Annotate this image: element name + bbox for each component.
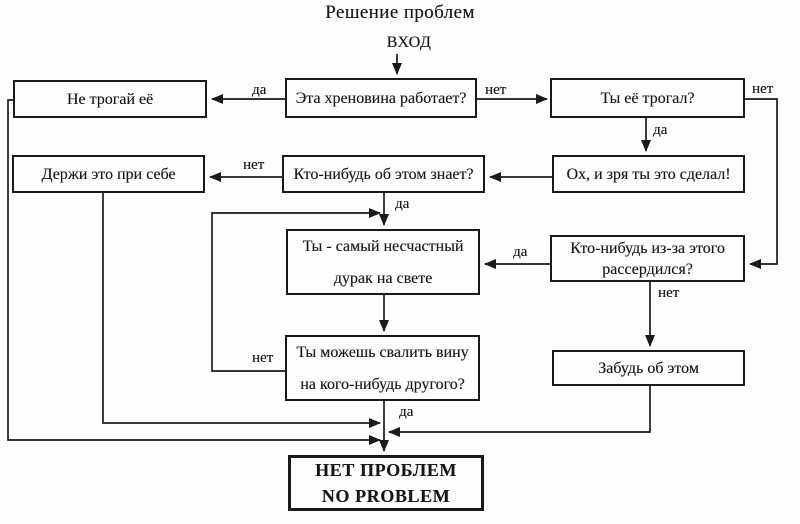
edge-label-touched-no: нет xyxy=(752,81,774,97)
node-label-line1: Кто-нибудь из-за этого xyxy=(570,239,725,257)
entry-label: ВХОД xyxy=(386,34,432,51)
node-keep-to-yourself xyxy=(12,155,205,193)
node-label-line2: NO PROBLEM xyxy=(321,485,451,506)
node-label-line2: на кого-нибудь другого? xyxy=(300,375,465,393)
edge-label-knows-no: нет xyxy=(243,157,265,173)
node-label: Кто-нибудь об этом знает? xyxy=(293,165,474,183)
edge-label-angry-yes: да xyxy=(513,244,528,260)
node-label-line1: НЕТ ПРОБЛЕМ xyxy=(315,459,457,480)
edge-label-works-no: нет xyxy=(485,82,507,98)
node-dont-touch xyxy=(13,80,207,118)
node-label: Ты её трогал? xyxy=(600,89,695,107)
edge-label-blame-no: нет xyxy=(252,350,274,366)
node-label-line1: Ты можешь свалить вину xyxy=(296,343,469,361)
node-label-line2: дурак на свете xyxy=(333,269,433,287)
node-label: Ох, и зря ты это сделал! xyxy=(566,165,731,183)
node-shift-blame xyxy=(285,335,480,401)
edge-label-angry-no: нет xyxy=(658,285,680,301)
node-did-you-touch xyxy=(550,78,745,118)
node-label: Держи это при себе xyxy=(41,165,176,183)
edge-label-blame-yes: да xyxy=(399,404,414,420)
edge-label-touched-yes: да xyxy=(653,122,668,138)
node-label-line2: рассердился? xyxy=(602,260,693,278)
node-label-line1: Ты - самый несчастный xyxy=(302,237,464,255)
edge-label-works-yes: да xyxy=(252,82,267,98)
edge-label-knows-yes: да xyxy=(395,196,410,212)
node-miserable-fool xyxy=(286,229,480,295)
node-label: Забудь об этом xyxy=(598,359,699,377)
node-anyone-angry xyxy=(550,235,745,282)
page-title: Решение проблем xyxy=(325,2,475,23)
node-label: Не трогай её xyxy=(66,90,154,108)
node-does-it-work xyxy=(285,78,477,118)
node-anyone-knows xyxy=(282,155,485,193)
edge-touched-no xyxy=(745,99,777,264)
node-forget-it xyxy=(552,350,745,386)
node-label: Эта хреновина работает? xyxy=(295,89,467,107)
node-shouldnt-have-done xyxy=(552,155,745,193)
node-no-problem xyxy=(288,455,484,511)
